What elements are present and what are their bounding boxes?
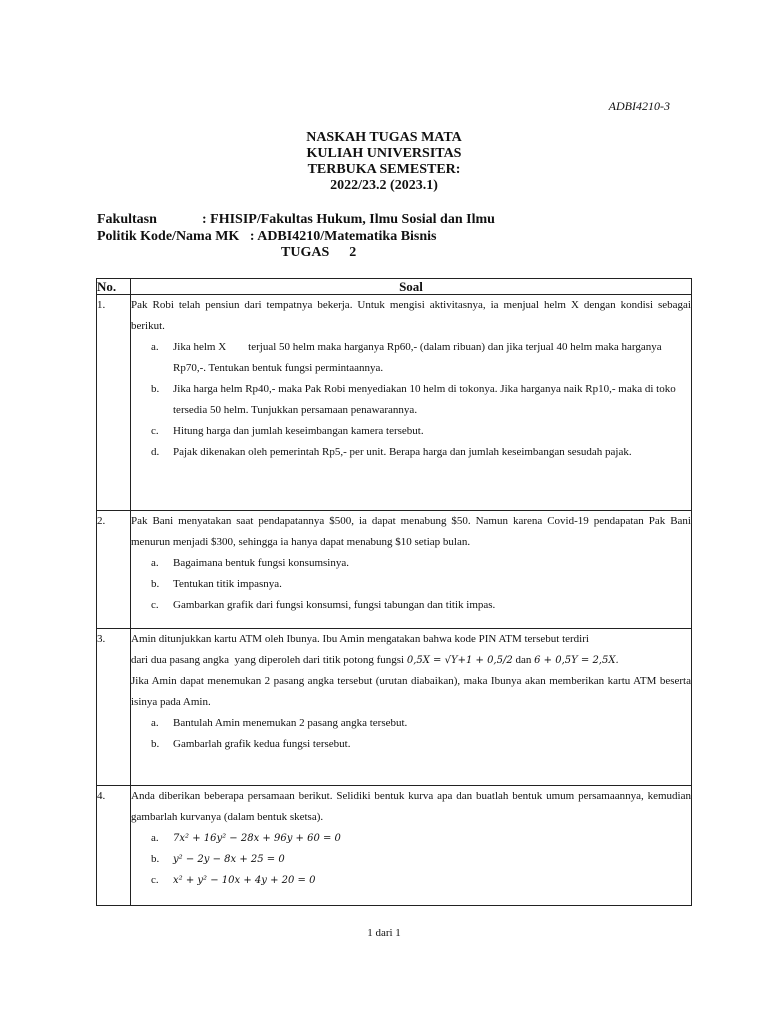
tugas-label: TUGAS: [281, 245, 330, 260]
sub-letter: c.: [151, 425, 159, 437]
sub-text: Hitung harga dan jumlah keseimbangan kamera tersebut.: [173, 425, 424, 437]
header-soal: Soal: [131, 279, 692, 295]
sub-question-list: [131, 337, 691, 463]
equation-join: dan: [512, 654, 535, 666]
sub-question: [131, 337, 691, 379]
sub-question: [131, 553, 691, 574]
question-row-4: [97, 786, 692, 906]
question-number: 4.: [97, 786, 131, 906]
page-footer: 1 dari 1: [367, 927, 401, 939]
sub-text: Bagaimana bentuk fungsi konsumsinya.: [173, 557, 349, 569]
title-line: KULIAH UNIVERSITAS: [306, 146, 462, 161]
course-code-row: Politik Kode/Nama MK : ADBI4210/Matematika Bisnis: [97, 229, 437, 244]
question-intro: Amin ditunjukkan kartu ATM oleh Ibunya. Ibu Amin mengatakan bahwa kode PIN ATM tersebut terdiri: [131, 633, 589, 645]
question-intro: Pak Robi telah pensiun dari tempatnya bekerja. Untuk mengisi aktivitasnya, ia menjual helm X dengan kondisi sebagai berikut.: [131, 299, 691, 332]
sub-question: [131, 442, 691, 463]
question-intro-equation-line: [131, 650, 691, 671]
title-line: 2022/23.2 (2023.1): [330, 178, 438, 193]
table-header-row: [97, 279, 692, 295]
sub-text: Jika helm X terjual 50 helm maka harganya Rp60,- (dalam ribuan) dan jika terjual 40 helm maka harganya Rp70,-. Tentukan bentuk fungsi permintaannya.: [173, 341, 665, 374]
fakultas-row: [97, 211, 495, 228]
tugas-number: 2: [349, 245, 357, 260]
question-row-1: [97, 295, 692, 511]
sub-question: [131, 574, 691, 595]
sub-question-list: [131, 713, 691, 755]
course-meta: [97, 211, 495, 245]
sub-question: [131, 713, 691, 734]
sub-letter: d.: [151, 446, 160, 458]
question-body: [131, 511, 692, 629]
sub-text: Gambarkan grafik dari fungsi konsumsi, fungsi tabungan dan titik impas.: [173, 599, 496, 611]
question-body: [131, 629, 692, 786]
sub-letter: a.: [151, 717, 159, 729]
sub-text: Gambarlah grafik kedua fungsi tersebut.: [173, 738, 351, 750]
sub-question: [131, 595, 691, 616]
question-intro: Anda diberikan beberapa persamaan berikut. Selidiki bentuk kurva apa dan buatlah bentuk umum persamaannya, kemudian gambarlah kurvanya (dalam bentuk sketsa).: [131, 790, 691, 823]
sub-question: [131, 849, 691, 870]
question-number: 1.: [97, 295, 131, 511]
sub-text: Tentukan titik impasnya.: [173, 578, 282, 590]
sub-text: Pajak dikenakan oleh pemerintah Rp5,- per unit. Berapa harga dan jumlah keseimbangan sesudah pajak.: [173, 446, 632, 458]
equation-1: 0,5X = √Y+1 + 0,5/2: [406, 655, 513, 666]
document-code: ADBI4210-3: [608, 99, 670, 113]
question-body: [131, 786, 692, 906]
question-intro-2: dari dua pasang angka yang diperoleh dari titik potong fungsi: [131, 654, 405, 666]
equation: y² − 2y − 8x + 25 = 0: [173, 854, 285, 865]
sub-letter: b.: [151, 383, 160, 395]
fakultas-label: Fakultasn: [97, 212, 157, 227]
questions-table: [96, 278, 692, 906]
equation: x² + y² − 10x + 4y + 20 = 0: [173, 875, 316, 886]
question-number: 3.: [97, 629, 131, 786]
sub-letter: c.: [151, 599, 159, 611]
question-paragraph: Jika Amin dapat menemukan 2 pasang angka tersebut (urutan diabaikan), maka Ibunya akan memberikan kartu ATM beserta isinya pada Amin.: [131, 675, 691, 708]
question-intro: Pak Bani menyatakan saat pendapatannya $500, ia dapat menabung $50. Namun karena Covid-19 pendapatan Pak Bani menurun menjadi $300, sehingga ia hanya dapat menabung $10 setiap bulan.: [131, 515, 691, 548]
question-row-2: [97, 511, 692, 629]
question-row-3: [97, 629, 692, 786]
sub-text: Jika harga helm Rp40,- maka Pak Robi menyediakan 10 helm di tokonya. Jika harganya naik Rp10,- maka di toko tersedia 50 helm. Tunjukkan persamaan penawarannya.: [173, 383, 676, 416]
sub-question: [131, 379, 691, 421]
document-title: [0, 130, 768, 194]
sub-text: Bantulah Amin menemukan 2 pasang angka tersebut.: [173, 717, 408, 729]
sub-question: [131, 828, 691, 849]
sub-letter: a.: [151, 832, 159, 844]
title-line: TERBUKA SEMESTER:: [307, 162, 461, 177]
sub-question: [131, 734, 691, 755]
sub-letter: b.: [151, 578, 160, 590]
question-number: 2.: [97, 511, 131, 629]
title-line: NASKAH TUGAS MATA: [306, 130, 462, 145]
sub-question-list: [131, 553, 691, 616]
sub-letter: a.: [151, 341, 159, 353]
sub-letter: b.: [151, 738, 160, 750]
assignment-label: [281, 245, 356, 261]
sub-letter: a.: [151, 557, 159, 569]
sub-question: [131, 421, 691, 442]
sub-question-list: [131, 828, 691, 891]
sub-question: [131, 870, 691, 891]
sub-letter: c.: [151, 874, 159, 886]
fakultas-value: : FHISIP/Fakultas Hukum, Ilmu Sosial dan Ilmu: [202, 212, 495, 227]
sub-letter: b.: [151, 853, 160, 865]
equation-2: 6 + 0,5Y = 2,5X.: [534, 655, 619, 666]
question-body: [131, 295, 692, 511]
header-no: No.: [97, 279, 131, 295]
equation: 7x² + 16y² − 28x + 96y + 60 = 0: [173, 833, 341, 844]
